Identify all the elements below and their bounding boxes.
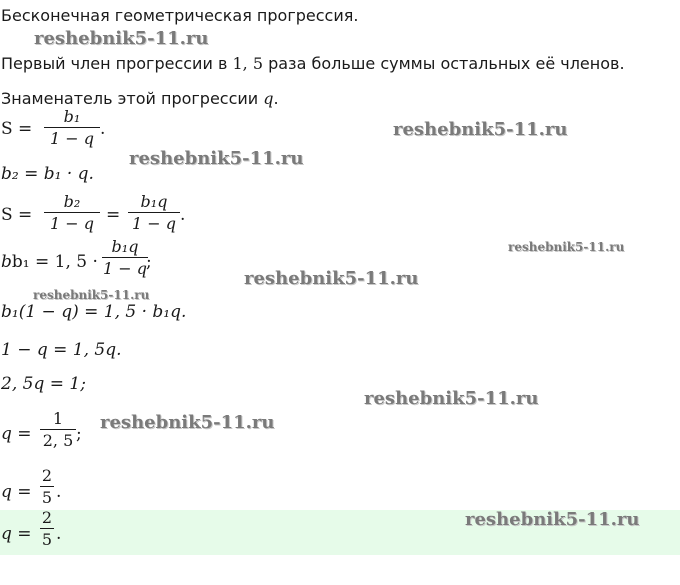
- watermark: reshebnik5-11.ru: [465, 509, 640, 530]
- q-result-lhs: q =: [1, 424, 32, 444]
- problem-condition: Первый член прогрессии в 1, 5 раза больше суммы остальных её членов.: [1, 54, 625, 73]
- watermark: reshebnik5-11.ru: [393, 119, 568, 140]
- equation-step-2: 1 − q = 1, 5q.: [1, 340, 122, 360]
- answer-lhs: q =: [1, 524, 32, 544]
- q-simplified-lhs: q =: [1, 482, 32, 502]
- first-term-equation-lhs: bb₁ = 1, 5 ·: [1, 252, 98, 272]
- watermark: reshebnik5-11.ru: [34, 28, 209, 49]
- sum-b2-fraction: b₂ 1 − q: [44, 192, 100, 235]
- q-result-fraction: 1 2, 5: [40, 409, 76, 452]
- sum-formula-lhs: S =: [1, 119, 33, 139]
- watermark: reshebnik5-11.ru: [100, 412, 275, 433]
- watermark: reshebnik5-11.ru: [508, 240, 625, 254]
- first-term-equation-fraction: b₁q 1 − q: [103, 237, 147, 278]
- problem-question: Знаменатель этой прогрессии q.: [1, 89, 279, 108]
- answer-fraction: 2 5: [41, 508, 53, 549]
- watermark: reshebnik5-11.ru: [364, 388, 539, 409]
- watermark: reshebnik5-11.ru: [33, 288, 150, 302]
- equation-step-3: 2, 5q = 1;: [1, 374, 86, 394]
- sum-b1q-fraction: b₁q 1 − q: [128, 192, 180, 235]
- problem-heading: Бесконечная геометрическая прогрессия.: [1, 6, 359, 25]
- ratio-value: 1, 5: [232, 54, 263, 73]
- watermark: reshebnik5-11.ru: [244, 268, 419, 289]
- q-simplified-fraction: 2 5: [41, 466, 53, 507]
- second-term-formula: b₂ = b₁ · q.: [1, 164, 94, 184]
- equation-step-1: b₁(1 − q) = 1, 5 · b₁q.: [1, 302, 187, 322]
- sum-formula-fraction: b₁ 1 − q: [44, 107, 100, 150]
- sum-b2-lhs: S =: [1, 205, 33, 225]
- watermark: reshebnik5-11.ru: [129, 148, 304, 169]
